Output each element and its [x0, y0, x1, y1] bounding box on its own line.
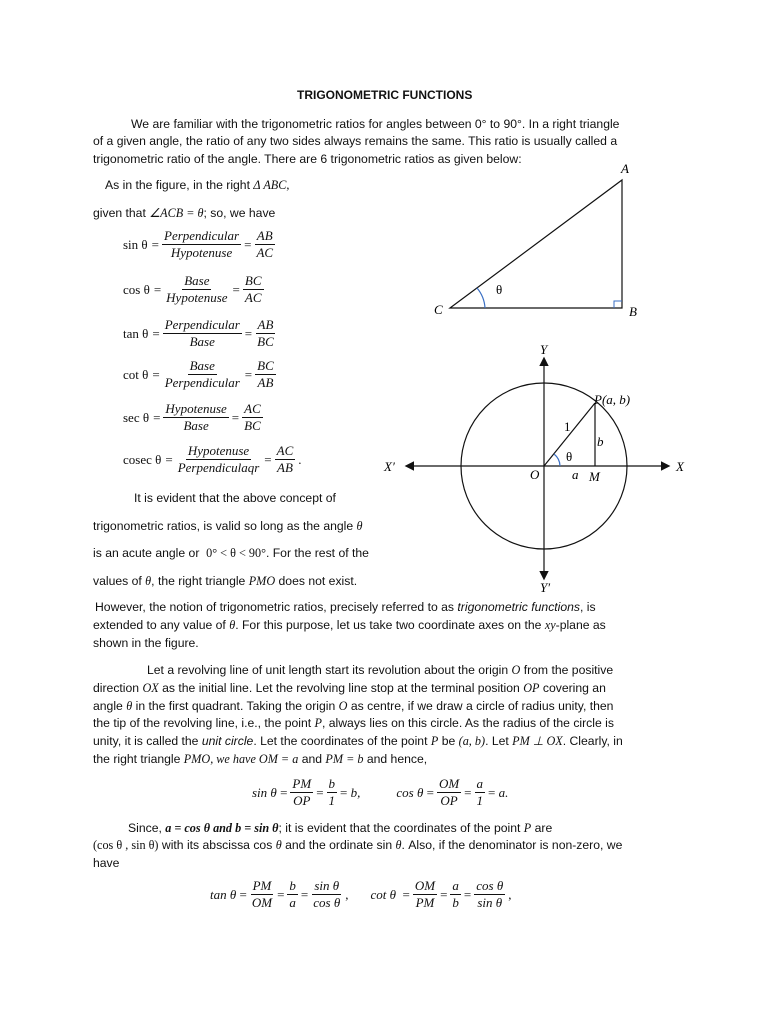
word-numerator: Hypotenuse	[187, 443, 250, 458]
symbol-fraction	[275, 443, 296, 476]
word-denominator: Perpendiculaqr	[177, 460, 260, 475]
ratio-function: sin θ	[123, 236, 148, 252]
triangle-shape	[450, 180, 622, 308]
label-X: X	[676, 459, 684, 474]
symbol-numerator: AB	[257, 317, 274, 332]
word-denominator: Hypotenuse	[170, 245, 233, 260]
ratio-row: sin θ = $\frac{\text{Perpendicular}}{\text{Hypotenuse}}$ = $\frac{AB}{AC}$	[123, 228, 274, 260]
symbol-denominator: BC	[244, 418, 261, 433]
label-M: M	[589, 469, 600, 484]
revolving-line-4: the tip of the revolving line, i.e., the point P, always lies on this circle. As the radius of the circle is	[93, 716, 614, 730]
label-P: P(a, b)	[594, 392, 631, 407]
symbol-denominator: AC	[244, 290, 262, 305]
symbol-denominator: BC	[257, 334, 274, 349]
label-theta-circle: θ	[566, 449, 573, 464]
symbol-denominator: AB	[277, 460, 293, 475]
symbol-numerator: AC	[276, 443, 294, 458]
symbol-numerator: AB	[256, 228, 273, 243]
revolving-line-1: Let a revolving line of unit length start its revolution about the origin O from the positive	[147, 663, 614, 677]
however-line-2: extended to any value of θ. For this purpose, let us take two coordinate axes on the xy-plane as	[93, 618, 606, 632]
word-denominator: Hypotenuse	[166, 290, 228, 305]
symbol-fraction	[255, 317, 276, 350]
revolving-line-5: unity, it is called the unit circle. Let the coordinates of the point P be (a, b). Let PM ⊥ OX. Clearly, in	[93, 734, 623, 748]
label-B: B	[629, 304, 637, 319]
right-triangle-diagram	[425, 155, 655, 325]
angle-arc	[477, 288, 485, 308]
symbol-denominator: AB	[257, 375, 274, 390]
label-Y-prime: Y′	[540, 580, 551, 595]
page-title: TRIGONOMETRIC FUNCTIONS	[297, 88, 473, 102]
evident-line-3: is an acute angle or 0° < θ < 90°. For the rest of the	[93, 546, 369, 560]
word-fraction	[163, 401, 228, 434]
figure-text-2: given that ∠ACB = θ; so, we have	[93, 206, 276, 220]
symbol-fraction	[243, 273, 264, 306]
label-O: O	[530, 467, 540, 482]
sin-cos-equations: sin θ = $\frac{PM}{OP}$ = $\frac{b}{1}$ = b, cos θ = $\frac{OM}{OP}$ = $\frac{a}{1}$ = a.	[252, 776, 509, 808]
ratio-row: tan θ = $\frac{\text{Perpendicular}}{\text{Base}}$ = $\frac{AB}{BC}$	[123, 317, 274, 349]
revolving-line-6: the right triangle PMO, we have OM = a and PM = b and hence,	[93, 752, 428, 766]
however-line-3: shown in the figure.	[93, 636, 199, 650]
ratio-row: cot θ = $\frac{\text{Base}}{\text{Perpendicular}}$ = $\frac{BC}{AB}$	[123, 358, 274, 390]
since-line-2: (cos θ , sin θ) with its abscissa cos θ and the ordinate sin θ. Also, if the denominator is non-zero, we	[93, 838, 623, 852]
label-one: 1	[564, 419, 571, 434]
label-Y: Y	[540, 342, 548, 357]
label-theta: θ	[496, 282, 503, 297]
ratio-row: cos θ = $\frac{\text{Base}}{\text{Hypotenuse}}$ = $\frac{BC}{AC}$	[123, 273, 262, 305]
right-angle-mark	[614, 301, 622, 308]
label-a: a	[572, 467, 579, 482]
evident-line-2: trigonometric ratios, is valid so long as the angle θ	[93, 519, 363, 533]
since-line-3: have	[93, 856, 120, 870]
symbol-fraction	[242, 401, 263, 434]
label-X-prime: X′	[384, 459, 395, 474]
intro-line-3: trigonometric ratio of the angle. There are 6 trigonometric ratios as given below:	[93, 152, 522, 166]
word-numerator: Perpendicular	[164, 228, 240, 243]
word-fraction	[163, 358, 242, 391]
word-fraction	[176, 443, 262, 476]
symbol-numerator: BC	[244, 273, 262, 288]
word-numerator: Hypotenuse	[165, 401, 227, 416]
word-denominator: Perpendicular	[164, 375, 240, 390]
symbol-denominator: AC	[256, 245, 274, 260]
ratio-function: cos θ	[123, 281, 150, 297]
word-denominator: Base	[189, 334, 215, 349]
ratio-function: cosec θ	[123, 451, 162, 467]
since-line-1: Since, a = cos θ and b = sin θ; it is evident that the coordinates of the point P are	[128, 821, 553, 835]
word-numerator: Base	[189, 358, 215, 373]
ratio-end: .	[298, 451, 302, 467]
word-numerator: Base	[184, 273, 210, 288]
figure-text-1: As in the figure, in the right Δ ABC,	[105, 178, 290, 192]
theta-arc	[554, 454, 560, 466]
ratio-function: tan θ	[123, 325, 149, 341]
label-A: A	[621, 161, 629, 176]
word-fraction	[164, 273, 229, 306]
word-denominator: Base	[183, 418, 209, 433]
symbol-fraction	[254, 228, 275, 261]
evident-line-4: values of θ, the right triangle PMO does not exist.	[93, 574, 358, 588]
symbol-fraction	[255, 358, 276, 391]
symbol-numerator: BC	[257, 358, 274, 373]
revolving-line-3: angle θ in the first quadrant. Taking the origin O as centre, if we draw a circle of radius unity, then	[93, 699, 614, 713]
tan-cot-equations: tan θ = $\frac{PM}{OM}$ = $\frac{b}{a}$ = $\frac{\text{sin θ}}{\text{cos θ}}$ , cot θ = $\frac{OM}{PM}$ = $\frac{a}{b}$ = $\frac{\text{cos θ}}{\text{sin θ}}$ ,	[210, 878, 512, 910]
evident-line-1: It is evident that the above concept of	[134, 491, 336, 505]
label-b: b	[597, 434, 604, 449]
unit-circle-diagram	[380, 340, 700, 600]
symbol-numerator: AC	[244, 401, 261, 416]
intro-line-2: of a given angle, the ratio of any two sides always remains the same. This ratio is usually called a	[93, 134, 618, 148]
ratio-row: sec θ = $\frac{\text{Hypotenuse}}{\text{Base}}$ = $\frac{AC}{BC}$	[123, 401, 261, 433]
word-numerator: Perpendicular	[164, 317, 240, 332]
revolving-line-2: direction OX as the initial line. Let the revolving line stop at the terminal position OP covering an	[93, 681, 606, 695]
ratio-function: cot θ	[123, 366, 149, 382]
word-fraction	[163, 317, 242, 350]
ratio-function: sec θ	[123, 409, 150, 425]
however-line-1: However, the notion of trigonometric ratios, precisely referred to as trigonometric functions, is	[95, 600, 596, 614]
label-C: C	[434, 302, 443, 317]
word-fraction	[162, 228, 241, 261]
ratio-row: cosec θ = $\frac{\text{Hypotenuse}}{\text{Perpendiculaqr}}$ = $\frac{AC}{AB}$ .	[123, 443, 302, 475]
intro-line-1: We are familiar with the trigonometric ratios for angles between 0° to 90°. In a right triangle	[131, 117, 620, 131]
